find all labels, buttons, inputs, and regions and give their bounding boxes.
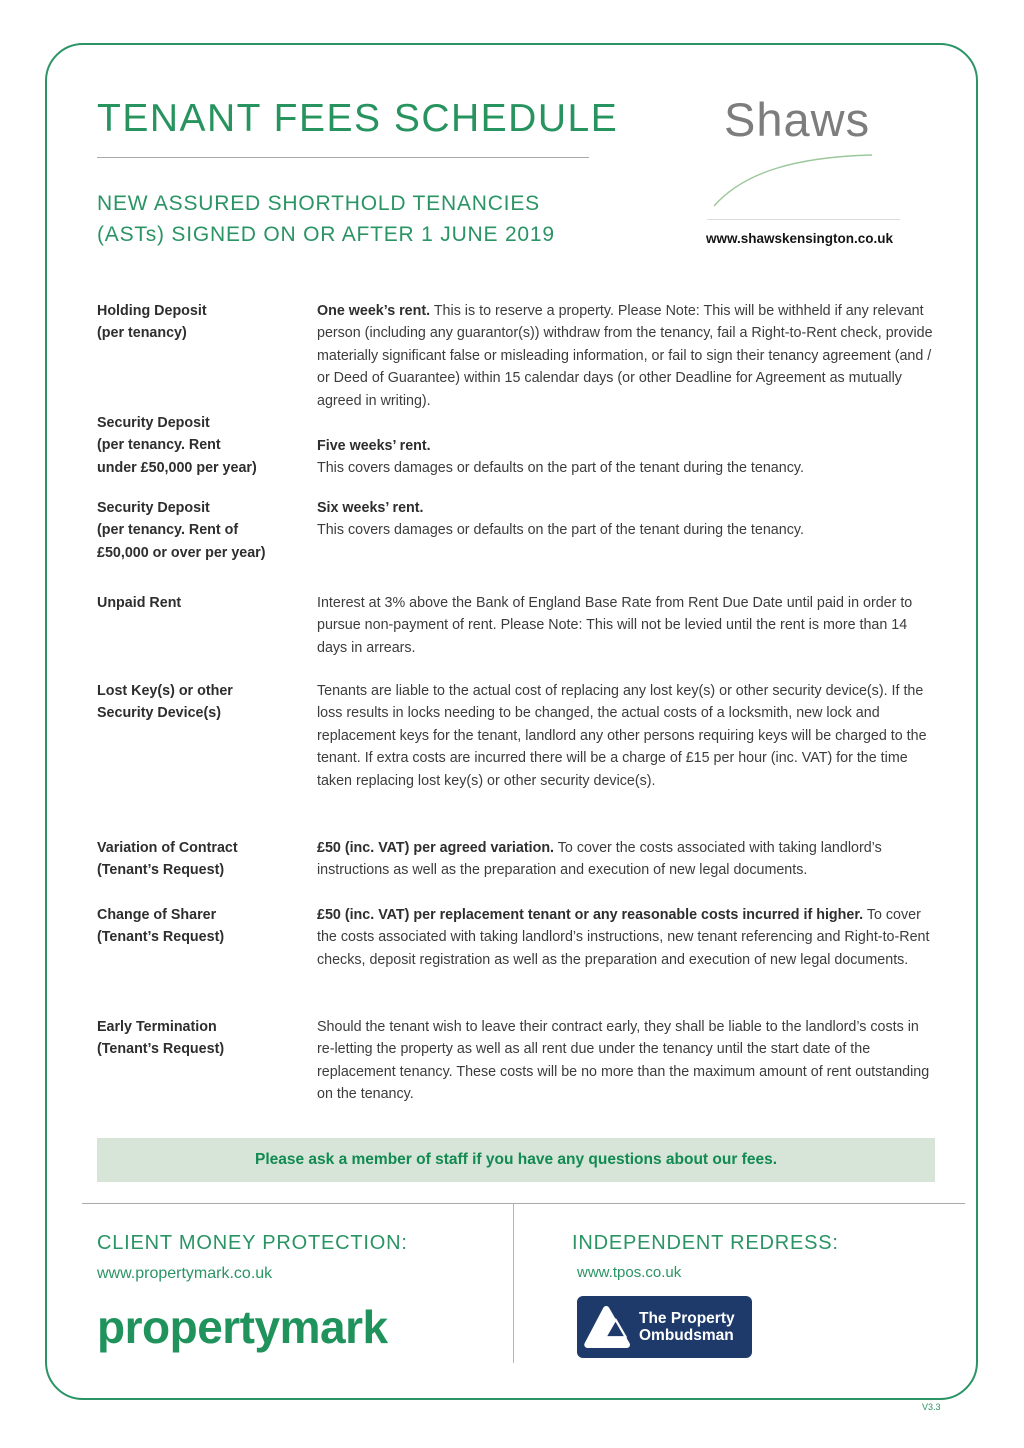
shaws-swoosh-icon	[708, 152, 878, 210]
fee-row-security-deposit-over-50k	[97, 497, 935, 564]
fee-description: Should the tenant wish to leave their contract early, they shall be liable to the landlord’s costs in re-letting the property as well as all rent due under the tenancy until the start date of the replacement tenancy. These costs will be no more than the maximum amount of rent outstanding on the tenancy.	[317, 1019, 930, 1103]
fee-description: £50 (inc. VAT) per replacement tenant or any reasonable costs incurred if higher. To cover the costs associated with taking landlord’s instructions, new tenant referencing and Right-to-Rent checks, deposit registration as well as the preparation and execution of new legal documents.	[317, 907, 930, 968]
fee-description: One week’s rent. This is to reserve a property. Please Note: This will be withheld if any relevant person (including any guarantor(s)) withdraw from the tenancy, fail a Right-to-Rent check, provide materially significant false or misleading information, or fail to sign their tenancy agreement (and / or Deed of Guarantee) within 15 calendar days (or other Deadline for Agreement as mutually agreed in writing).	[317, 303, 933, 409]
fee-description: Interest at 3% above the Bank of England Base Rate from Rent Due Date until paid in order to pursue non-payment of rent. Please Note: This will not be levied until the rent is more than 14 days in arrears.	[317, 595, 913, 656]
independent-redress-heading: INDEPENDENT REDRESS:	[572, 1232, 839, 1254]
fee-row-security-deposit-under-50k	[97, 412, 935, 480]
property-ombudsman-label: The Property Ombudsman	[639, 1310, 735, 1344]
fee-label: Security Deposit (per tenancy. Rent of £50,000 or over per year)	[97, 500, 266, 561]
independent-redress-section	[572, 1232, 839, 1358]
fee-label: Holding Deposit (per tenancy)	[97, 303, 207, 342]
fee-row-variation-of-contract	[97, 837, 935, 882]
subtitle-line-2: (ASTs) SIGNED ON OR AFTER 1 JUNE 2019	[97, 223, 555, 246]
page-title: TENANT FEES SCHEDULE	[97, 97, 619, 140]
fee-label: Security Deposit (per tenancy. Rent under £50,000 per year)	[97, 415, 257, 476]
subtitle-line-1: NEW ASSURED SHORTHOLD TENANCIES	[97, 192, 540, 215]
questions-banner	[97, 1138, 935, 1182]
fee-label: Unpaid Rent	[97, 595, 182, 611]
client-money-protection-section	[97, 1232, 408, 1354]
fee-description: Six weeks’ rent. This covers damages or defaults on the part of the tenant during the tenancy.	[317, 500, 804, 539]
propertymark-url: www.propertymark.co.uk	[97, 1265, 273, 1282]
fee-label: Change of Sharer (Tenant’s Request)	[97, 907, 225, 946]
client-money-protection-heading: CLIENT MONEY PROTECTION:	[97, 1232, 408, 1254]
fee-row-early-termination	[97, 1016, 935, 1106]
fee-label: Lost Key(s) or other Security Device(s)	[97, 683, 233, 722]
fee-row-change-of-sharer	[97, 904, 935, 971]
fee-row-unpaid-rent	[97, 592, 935, 659]
tpos-url: www.tpos.co.uk	[577, 1264, 682, 1281]
fee-label: Early Termination (Tenant’s Request)	[97, 1019, 225, 1058]
property-ombudsman-triangle-icon	[581, 1300, 637, 1354]
fee-description: Five weeks’ rent. This covers damages or defaults on the part of the tenant during the tenancy.	[317, 438, 804, 477]
shaws-logo: Shaws	[724, 93, 871, 146]
title-divider	[97, 157, 589, 158]
page-subtitle	[97, 188, 555, 250]
fee-row-holding-deposit	[97, 300, 935, 412]
fee-label: Variation of Contract (Tenant’s Request)	[97, 840, 238, 879]
brand-divider	[707, 219, 900, 220]
property-ombudsman-logo	[577, 1296, 752, 1358]
questions-banner-text: Please ask a member of staff if you have any questions about our fees.	[255, 1151, 777, 1168]
fee-description: £50 (inc. VAT) per agreed variation. To cover the costs associated with taking landlord’s instructions as well as the preparation and execution of new legal documents.	[317, 840, 882, 879]
version-label: V3.3	[922, 1402, 941, 1412]
fee-description: Tenants are liable to the actual cost of replacing any lost key(s) or other security device(s). If the loss results in locks needing to be changed, the actual costs of a locksmith, new lock and replacement keys for the tenant, landlord any other persons requiring keys will be charged to the tenant. If extra costs are incurred there will be a charge of £15 per hour (inc. VAT) for the time taken replacing lost key(s) or other security device(s).	[317, 683, 927, 789]
footer-divider-horizontal	[82, 1203, 965, 1204]
footer-divider-vertical	[513, 1203, 514, 1363]
fee-row-lost-keys	[97, 680, 935, 792]
propertymark-logo: propertymark	[97, 1301, 388, 1353]
shaws-website: www.shawskensington.co.uk	[706, 231, 894, 246]
